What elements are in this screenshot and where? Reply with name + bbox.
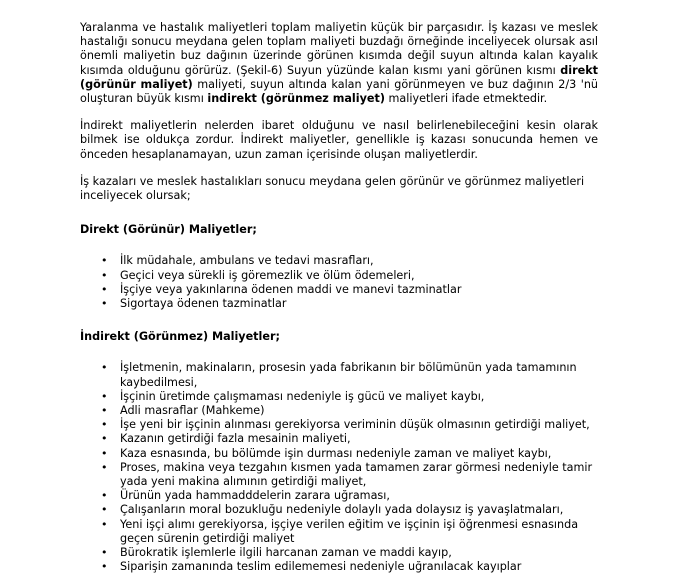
bullet-icon: • bbox=[101, 418, 108, 432]
document-page bbox=[80, 21, 598, 575]
list-item: • Siparişin zamanında teslim edilememesi nedeniyle uğranılacak kayıplar bbox=[101, 560, 522, 574]
bullet-icon: • bbox=[101, 560, 108, 574]
list-item: • Adli masraflar (Mahkeme) bbox=[101, 404, 265, 418]
bullet-icon: • bbox=[101, 503, 108, 517]
indirect-cost-term: indirekt (görünmez maliyet) bbox=[207, 92, 385, 106]
list-item: • Kazanın getirdiği fazla mesainin maliyeti, bbox=[101, 432, 351, 446]
intro-text-a: Yaralanma ve hastalık maliyetleri toplam maliyetin küçük bir parçasıdır. İş kazası ve meslek hastalığı sonucu meydana gelen toplam maliyeti buzdağı örneğinde inceliyecek olursak asıl önemli maliyetin buz dağının üzerinde görünen kısımda değil suyun altında kalan kayalık kısımda olduğunu görürüz. (Şekil-6) Suyun yüzünde kalan kısmı yani görünen kısmı bbox=[80, 21, 598, 77]
list-item: • Geçici veya sürekli iş göremezlik ve ölüm ödemeleri, bbox=[101, 268, 415, 282]
indirect-costs-heading: İndirekt (Görünmez) Maliyetler; bbox=[80, 330, 280, 344]
list-item: • Yeni işçi alımı gerekiyorsa, işçiye verilen eğitim ve işçinin işi öğrenmesi esnasında geçen sürenin getirdiği maliyet bbox=[101, 517, 579, 545]
list-item: • İşe yeni bir işçinin alınması gerekiyorsa veriminin düşük olmasının getirdiği maliyet, bbox=[101, 418, 590, 432]
bullet-icon: • bbox=[101, 517, 108, 531]
list-item: • Kaza esnasında, bu bölümde işin durması nedeniyle zaman ve maliyet kaybı, bbox=[101, 446, 552, 460]
list-item: • İşletmenin, makinaların, prosesin yada fabrikanın bir bölümünün yada tamamının kaybedilmesi, bbox=[101, 361, 577, 389]
bullet-icon: • bbox=[101, 254, 108, 268]
intro-paragraph-3: İş kazaları ve meslek hastalıkları sonucu meydana gelen görünür ve görünmez maliyetleri inceliyecek olursak; bbox=[80, 174, 585, 203]
intro-text-b: maliyeti, suyun altında kalan yani görünmeyen ve buz dağının 2/3 'nü oluşturan büyük kısmı bbox=[80, 77, 599, 106]
list-item: • İşçiye veya yakınlarına ödenen maddi ve manevi tazminatlar bbox=[101, 282, 462, 296]
list-item: • Ürünün yada hammadddelerin zarara uğraması, bbox=[101, 489, 390, 503]
bullet-icon: • bbox=[101, 546, 108, 560]
list-item: • İşçinin üretimde çalışmaması nedeniyle iş gücü ve maliyet kaybı, bbox=[101, 389, 485, 403]
bullet-icon: • bbox=[101, 297, 108, 311]
bullet-icon: • bbox=[101, 404, 108, 418]
list-item: • Çalışanların moral bozukluğu nedeniyle dolaylı yada dolaysız iş yavaşlatmaları, bbox=[101, 503, 564, 517]
intro-paragraph-2: İndirekt maliyetlerin nelerden ibaret olduğunu ve nasıl belirlenebileceğini kesin olarak bilmek ise oldukça zordur. İndirekt maliyetler, genellikle iş kazası sonucunda hemen ve önceden hesaplanamayan, uzun zaman içerisinde oluşan maliyetlerdir. bbox=[80, 119, 598, 161]
direct-costs-heading: Direkt (Görünür) Maliyetler; bbox=[80, 223, 257, 237]
bullet-icon: • bbox=[101, 389, 108, 403]
direct-cost-term: direkt (görünür maliyet) bbox=[80, 63, 598, 91]
bullet-icon: • bbox=[101, 446, 108, 460]
list-item: • Sigortaya ödenen tazminatlar bbox=[101, 297, 287, 311]
bullet-icon: • bbox=[101, 361, 108, 375]
list-item: • İlk müdahale, ambulans ve tedavi masrafları, bbox=[101, 254, 374, 268]
list-item: • Bürokratik işlemlerle ilgili harcanan zaman ve maddi kayıp, bbox=[101, 546, 452, 560]
bullet-icon: • bbox=[101, 282, 108, 296]
list-item: • Proses, makina veya tezgahın kısmen yada tamamen zarar görmesi nedeniyle tamir yada yeni makina alımının getirdiği maliyet, bbox=[101, 460, 593, 489]
bullet-icon: • bbox=[101, 268, 108, 282]
intro-text-c: maliyetleri ifade etmektedir. bbox=[384, 92, 548, 106]
bullet-icon: • bbox=[101, 489, 108, 503]
direct-costs-list bbox=[80, 254, 598, 311]
indirect-costs-list bbox=[80, 361, 598, 574]
intro-paragraph-1 bbox=[80, 21, 598, 106]
bullet-icon: • bbox=[101, 432, 108, 446]
bullet-icon: • bbox=[101, 460, 108, 474]
